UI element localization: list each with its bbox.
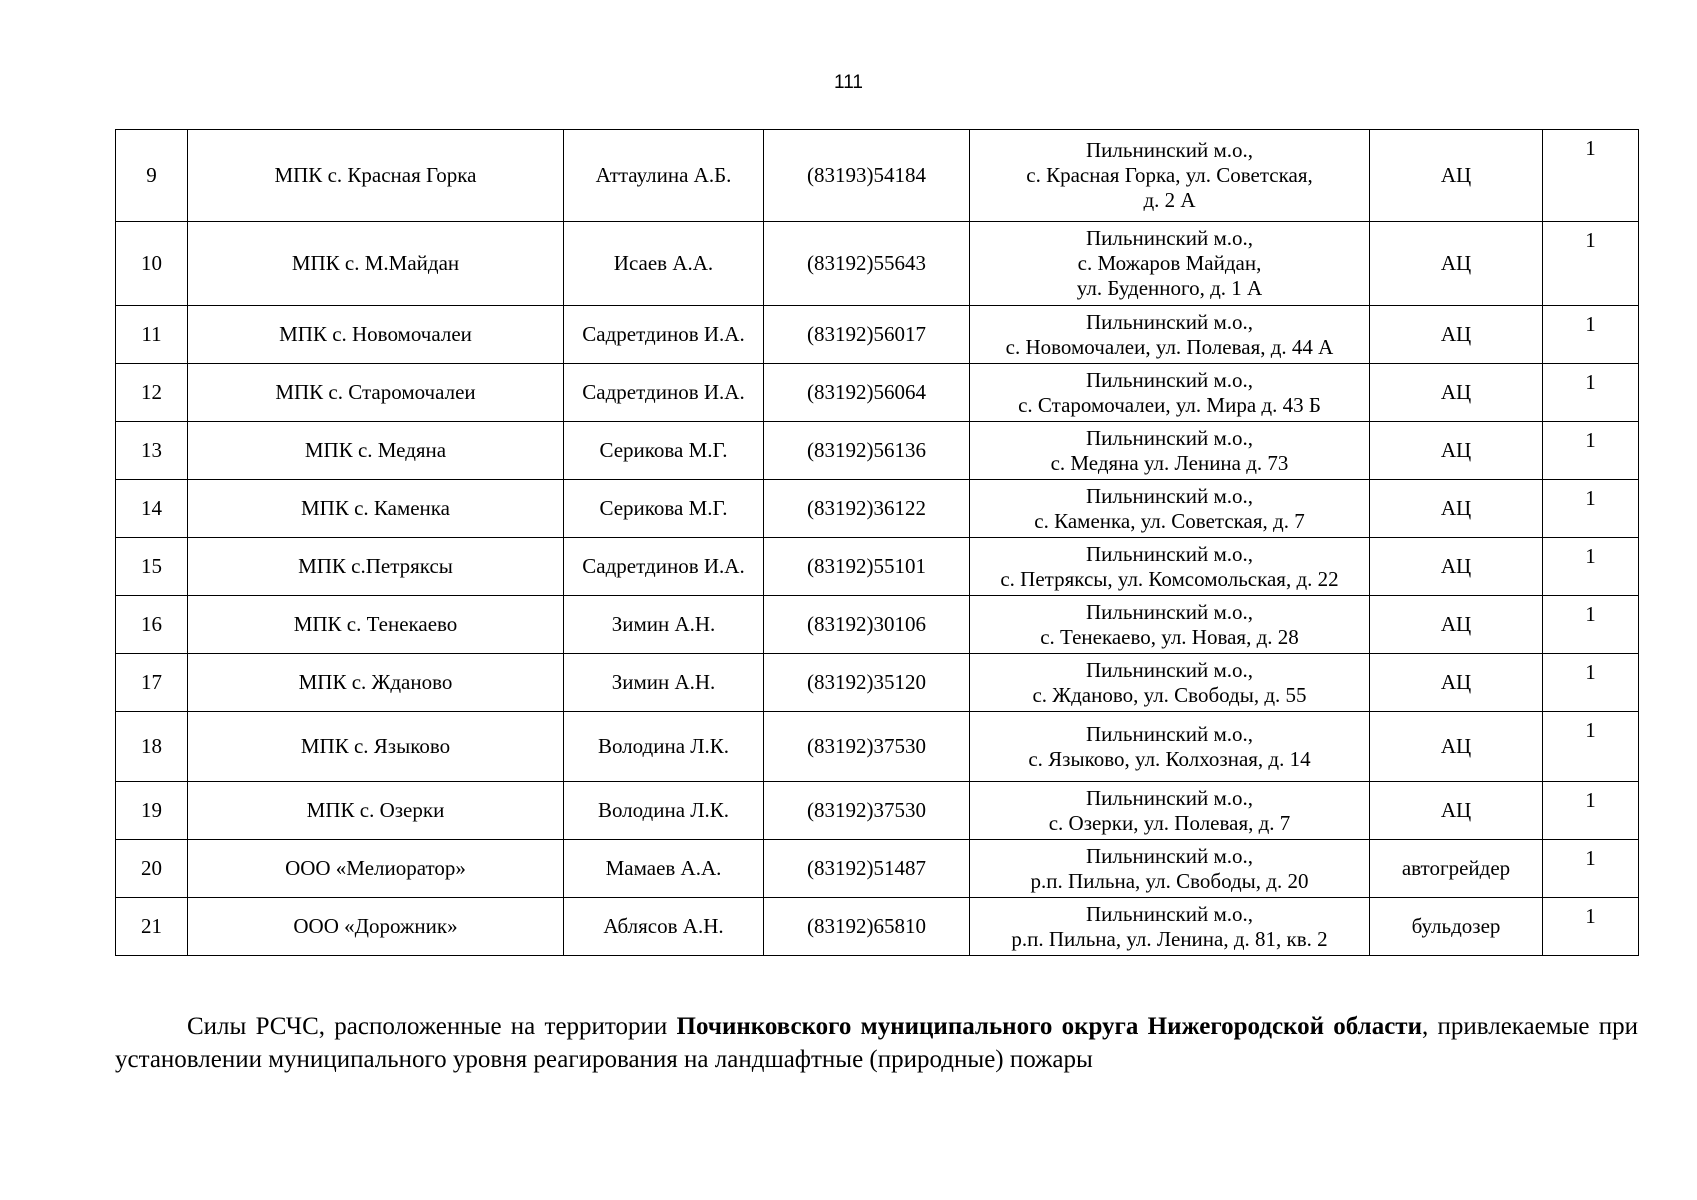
row-number-cell [116, 840, 188, 898]
table-body [116, 130, 1639, 956]
organization-name-cell [188, 840, 564, 898]
responsible-person-cell [564, 222, 764, 306]
equipment-count: 1 [1585, 718, 1596, 742]
equipment-type-cell [1370, 480, 1543, 538]
equipment-type: АЦ [1440, 612, 1472, 636]
organization-name-cell [188, 130, 564, 222]
address-cell [970, 596, 1370, 654]
table-row [116, 222, 1639, 306]
row-number-cell [116, 782, 188, 840]
equipment-count: 1 [1585, 486, 1596, 510]
row-number: 11 [141, 322, 162, 346]
address-line: Пильнинский м.о., [1086, 309, 1253, 334]
equipment-type-cell [1370, 712, 1543, 782]
equipment-count-cell [1543, 596, 1639, 654]
equipment-count-cell [1543, 422, 1639, 480]
equipment-count: 1 [1585, 904, 1596, 928]
row-number: 18 [141, 734, 162, 758]
phone-number: (83192)37530 [807, 798, 926, 822]
address-line: Пильнинский м.о., [1086, 843, 1253, 868]
address-cell [970, 712, 1370, 782]
phone-number: (83192)56064 [807, 380, 926, 404]
responsible-person: Серикова М.Г. [599, 496, 728, 520]
equipment-type: АЦ [1440, 438, 1472, 462]
equipment-count-cell [1543, 222, 1639, 306]
row-number: 16 [141, 612, 162, 636]
equipment-type-cell [1370, 654, 1543, 712]
address-line: Пильнинский м.о., [1086, 721, 1253, 746]
row-number-cell [116, 898, 188, 956]
address-line: с. Каменка, ул. Советская, д. 7 [1034, 508, 1305, 533]
responsible-person-cell [564, 422, 764, 480]
organization-name-cell [188, 654, 564, 712]
phone-number: (83192)51487 [807, 856, 926, 880]
phone-number: (83192)35120 [807, 670, 926, 694]
equipment-count-cell [1543, 306, 1639, 364]
organization-name-cell [188, 596, 564, 654]
organization-name-cell [188, 222, 564, 306]
responsible-person-cell [564, 130, 764, 222]
responsible-person: Зимин А.Н. [611, 670, 716, 694]
equipment-type-cell [1370, 596, 1543, 654]
organization-name-cell [188, 782, 564, 840]
address-cell [970, 898, 1370, 956]
equipment-type-cell [1370, 306, 1543, 364]
equipment-type-cell [1370, 364, 1543, 422]
row-number: 9 [146, 163, 157, 187]
equipment-type-cell [1370, 782, 1543, 840]
equipment-type: АЦ [1440, 670, 1472, 694]
equipment-count-cell [1543, 898, 1639, 956]
row-number-cell [116, 538, 188, 596]
phone-number-cell [764, 596, 970, 654]
responsible-person: Садретдинов И.А. [582, 322, 745, 346]
equipment-count: 1 [1585, 788, 1596, 812]
address-line: ул. Буденного, д. 1 А [1076, 276, 1263, 300]
address-line: с. Старомочалеи, ул. Мира д. 43 Б [1018, 392, 1321, 417]
paragraph-text-start: Силы РСЧС, расположенные на территории [187, 1013, 677, 1040]
address-line: Пильнинский м.о., [1086, 785, 1253, 810]
row-number-cell [116, 130, 188, 222]
organization-name: МПК с. Старомочалеи [275, 380, 476, 404]
address-cell [970, 422, 1370, 480]
responsible-person: Аттаулина А.Б. [595, 163, 732, 187]
responsible-person-cell [564, 538, 764, 596]
address-line: с. Красная Горка, ул. Советская, [1026, 163, 1313, 187]
equipment-count-cell [1543, 654, 1639, 712]
equipment-type: АЦ [1440, 798, 1472, 822]
address-line: с. Озерки, ул. Полевая, д. 7 [1048, 810, 1291, 835]
equipment-type-cell [1370, 130, 1543, 222]
phone-number-cell [764, 840, 970, 898]
phone-number-cell [764, 222, 970, 306]
phone-number-cell [764, 538, 970, 596]
equipment-type-cell [1370, 898, 1543, 956]
address-cell [970, 654, 1370, 712]
organization-name: МПК с. Медяна [304, 438, 447, 462]
paragraph-text-end: , привлекаемые при установлении муниципального уровня реагирования на ландшафтные (природные) пожары [115, 1013, 1638, 1073]
equipment-count-cell [1543, 480, 1639, 538]
equipment-type-cell [1370, 222, 1543, 306]
equipment-type: АЦ [1440, 163, 1472, 187]
table-row [116, 422, 1639, 480]
row-number: 19 [141, 798, 162, 822]
row-number: 21 [141, 914, 162, 938]
row-number: 12 [141, 380, 162, 404]
address-line: Пильнинский м.о., [1086, 657, 1253, 682]
row-number: 13 [141, 438, 162, 462]
row-number-cell [116, 422, 188, 480]
phone-number: (83192)56017 [807, 322, 926, 346]
organization-name-cell [188, 422, 564, 480]
equipment-type: АЦ [1440, 251, 1472, 275]
paragraph-bold-territory: Починковского муниципального округа Нижегородской области [676, 1013, 1422, 1040]
address-cell [970, 840, 1370, 898]
address-line: с. Жданово, ул. Свободы, д. 55 [1032, 682, 1307, 707]
table-row [116, 480, 1639, 538]
responsible-person: Садретдинов И.А. [582, 554, 745, 578]
organization-name-cell [188, 480, 564, 538]
address-line: Пильнинский м.о., [1086, 483, 1253, 508]
equipment-type-cell [1370, 538, 1543, 596]
responsible-person: Мамаев А.А. [605, 856, 722, 880]
row-number-cell [116, 596, 188, 654]
table-row [116, 538, 1639, 596]
phone-number-cell [764, 422, 970, 480]
table-row [116, 898, 1639, 956]
organization-name: МПК с.Петряксы [298, 554, 453, 578]
organization-name: ООО «Мелиоратор» [285, 856, 466, 880]
phone-number: (83192)36122 [807, 496, 926, 520]
equipment-count: 1 [1585, 228, 1596, 252]
organization-name: МПК с. Тенекаево [293, 612, 458, 636]
address-line: Пильнинский м.о., [1086, 226, 1253, 250]
phone-number-cell [764, 364, 970, 422]
organization-name-cell [188, 712, 564, 782]
equipment-count-cell [1543, 364, 1639, 422]
equipment-count: 1 [1585, 846, 1596, 870]
responsible-person-cell [564, 364, 764, 422]
equipment-type: АЦ [1440, 554, 1472, 578]
address-line: р.п. Пильна, ул. Свободы, д. 20 [1030, 868, 1309, 893]
equipment-count: 1 [1585, 428, 1596, 452]
row-number: 20 [141, 856, 162, 880]
responsible-person-cell [564, 480, 764, 538]
row-number: 14 [141, 496, 162, 520]
equipment-type: АЦ [1440, 380, 1472, 404]
equipment-type: бульдозер [1411, 914, 1501, 938]
responsible-person: Аблясов А.Н. [603, 914, 724, 938]
address-cell [970, 538, 1370, 596]
organization-name: МПК с. Жданово [298, 670, 453, 694]
address-line: с. Петряксы, ул. Комсомольская, д. 22 [1000, 566, 1339, 591]
section-paragraph [115, 1010, 1638, 1076]
equipment-type: АЦ [1440, 496, 1472, 520]
table-row [116, 364, 1639, 422]
organization-name: МПК с. Красная Горка [274, 163, 477, 187]
organization-name: МПК с. Новомочалеи [279, 322, 472, 346]
row-number: 15 [141, 554, 162, 578]
table-row [116, 712, 1639, 782]
phone-number: (83192)30106 [807, 612, 926, 636]
responsible-person-cell [564, 898, 764, 956]
organization-name-cell [188, 538, 564, 596]
organization-name: ООО «Дорожник» [293, 914, 458, 938]
equipment-count-cell [1543, 840, 1639, 898]
responsible-person-cell [564, 654, 764, 712]
address-line: д. 2 А [1143, 188, 1196, 212]
phone-number-cell [764, 712, 970, 782]
phone-number: (83192)55101 [807, 554, 926, 578]
address-line: Пильнинский м.о., [1086, 901, 1253, 926]
phone-number-cell [764, 306, 970, 364]
responsible-person-cell [564, 782, 764, 840]
address-line: р.п. Пильна, ул. Ленина, д. 81, кв. 2 [1011, 926, 1328, 951]
equipment-type-cell [1370, 422, 1543, 480]
responsible-person: Володина Л.К. [597, 798, 730, 822]
phone-number-cell [764, 782, 970, 840]
address-line: с. Медяна ул. Ленина д. 73 [1050, 450, 1289, 475]
phone-number-cell [764, 654, 970, 712]
phone-number: (83192)55643 [807, 251, 926, 275]
equipment-count: 1 [1585, 136, 1596, 160]
table-row [116, 782, 1639, 840]
address-cell [970, 364, 1370, 422]
responsible-person-cell [564, 596, 764, 654]
equipment-count: 1 [1585, 602, 1596, 626]
address-line: с. Новомочалеи, ул. Полевая, д. 44 А [1005, 334, 1334, 359]
phone-number: (83192)56136 [807, 438, 926, 462]
table-row [116, 654, 1639, 712]
address-line: Пильнинский м.о., [1086, 367, 1253, 392]
responsible-person-cell [564, 306, 764, 364]
responsible-person-cell [564, 712, 764, 782]
address-line: Пильнинский м.о., [1086, 599, 1253, 624]
address-line: с. Тенекаево, ул. Новая, д. 28 [1040, 624, 1299, 649]
responsible-person: Исаев А.А. [613, 251, 714, 275]
address-line: Пильнинский м.о., [1086, 541, 1253, 566]
equipment-count: 1 [1585, 312, 1596, 336]
equipment-type: автогрейдер [1401, 856, 1511, 880]
row-number-cell [116, 306, 188, 364]
responsible-person: Серикова М.Г. [599, 438, 728, 462]
row-number-cell [116, 480, 188, 538]
equipment-count-cell [1543, 712, 1639, 782]
phone-number: (83192)37530 [807, 734, 926, 758]
row-number-cell [116, 712, 188, 782]
address-cell [970, 782, 1370, 840]
address-line: Пильнинский м.о., [1086, 138, 1253, 162]
equipment-count-cell [1543, 130, 1639, 222]
responsible-person: Володина Л.К. [597, 734, 730, 758]
row-number-cell [116, 222, 188, 306]
page-number: 111 [834, 72, 863, 93]
organization-name: МПК с. Каменка [300, 496, 451, 520]
row-number: 10 [141, 251, 162, 275]
responsible-person-cell [564, 840, 764, 898]
responsible-person: Садретдинов И.А. [582, 380, 745, 404]
phone-number-cell [764, 898, 970, 956]
row-number-cell [116, 364, 188, 422]
equipment-type: АЦ [1440, 734, 1472, 758]
table-row [116, 840, 1639, 898]
phone-number-cell [764, 480, 970, 538]
address-cell [970, 222, 1370, 306]
phone-number-cell [764, 130, 970, 222]
address-cell [970, 480, 1370, 538]
table-row [116, 306, 1639, 364]
phone-number: (83193)54184 [807, 163, 926, 187]
address-line: с. Можаров Майдан, [1077, 251, 1262, 275]
organization-name-cell [188, 364, 564, 422]
equipment-count-cell [1543, 538, 1639, 596]
address-line: Пильнинский м.о., [1086, 425, 1253, 450]
row-number: 17 [141, 670, 162, 694]
equipment-type: АЦ [1440, 322, 1472, 346]
table-row [116, 130, 1639, 222]
forces-table [115, 129, 1639, 956]
organization-name-cell [188, 306, 564, 364]
row-number-cell [116, 654, 188, 712]
address-line: с. Языково, ул. Колхозная, д. 14 [1028, 746, 1311, 771]
phone-number: (83192)65810 [807, 914, 926, 938]
organization-name-cell [188, 898, 564, 956]
equipment-count: 1 [1585, 544, 1596, 568]
address-cell [970, 306, 1370, 364]
responsible-person: Зимин А.Н. [611, 612, 716, 636]
organization-name: МПК с. Языково [300, 734, 451, 758]
table-row [116, 596, 1639, 654]
equipment-count-cell [1543, 782, 1639, 840]
equipment-count: 1 [1585, 370, 1596, 394]
address-cell [970, 130, 1370, 222]
equipment-type-cell [1370, 840, 1543, 898]
equipment-count: 1 [1585, 660, 1596, 684]
organization-name: МПК с. М.Майдан [291, 251, 460, 275]
organization-name: МПК с. Озерки [306, 798, 445, 822]
